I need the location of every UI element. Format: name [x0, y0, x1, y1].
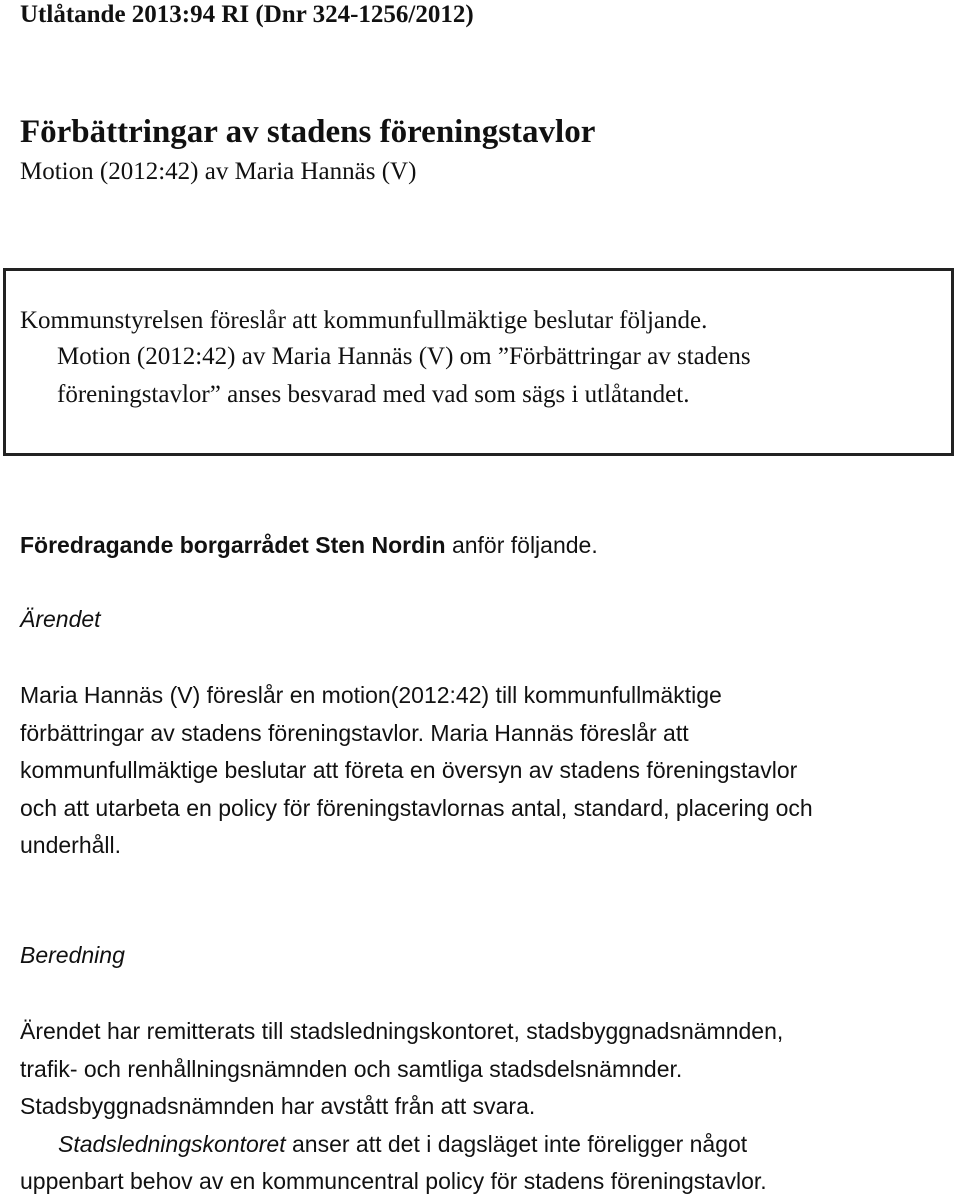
paragraph-line — [20, 1126, 950, 1164]
paragraph-line: förbättringar av stadens föreningstavlor. Maria Hannäs föreslår att — [20, 719, 689, 746]
presenter-name: Föredragande borgarrådet Sten Nordin — [20, 532, 446, 558]
section-heading-beredning: Beredning — [20, 942, 125, 968]
proposal-line: Motion (2012:42) av Maria Hannäs (V) om ”Förbättringar av stadens — [57, 343, 751, 370]
paragraph-line: underhåll. — [20, 832, 122, 858]
paragraph-line: kommunfullmäktige beslutar att företa en översyn av stadens föreningstavlor — [20, 757, 798, 783]
paragraph-line: och att utarbeta en policy för föreningstavlornas antal, standard, placering och — [20, 794, 813, 821]
office-name: Stadsledningskontoret — [58, 1130, 286, 1157]
paragraph-line: Ärendet har remitterats till stadsledningskontoret, stadsbyggnadsnämnden, — [20, 1018, 784, 1044]
paragraph-line: uppenbart behov av en kommuncentral policy för stadens föreningstavlor. — [20, 1168, 767, 1194]
presenter-line — [20, 530, 598, 560]
paragraph-line: trafik- och renhållningsnämnden och samtliga stadsdelsnämnder. — [20, 1055, 683, 1082]
proposal-line: Kommunstyrelsen föreslår att kommunfullmäktige beslutar följande. — [20, 307, 708, 334]
arendet-paragraph — [20, 677, 950, 865]
presenter-rest: anför följande. — [445, 532, 598, 558]
paragraph-line: Stadsbyggnadsnämnden har avstått från att svara. — [20, 1093, 536, 1119]
section-heading-arendet: Ärendet — [20, 606, 101, 632]
beredning-paragraph — [20, 1013, 950, 1201]
document-title: Förbättringar av stadens föreningstavlor — [20, 114, 596, 150]
document-subtitle: Motion (2012:42) av Maria Hannäs (V) — [20, 158, 417, 185]
document-reference: Utlåtande 2013:94 RI (Dnr 324-1256/2012) — [20, 1, 474, 28]
office-statement: anser att det i dagsläget inte föreligger något — [285, 1130, 748, 1157]
proposal-line: föreningstavlor” anses besvarad med vad som sägs i utlåtandet. — [57, 381, 690, 408]
paragraph-line: Maria Hannäs (V) föreslår en motion(2012:42) till kommunfullmäktige — [20, 682, 722, 708]
